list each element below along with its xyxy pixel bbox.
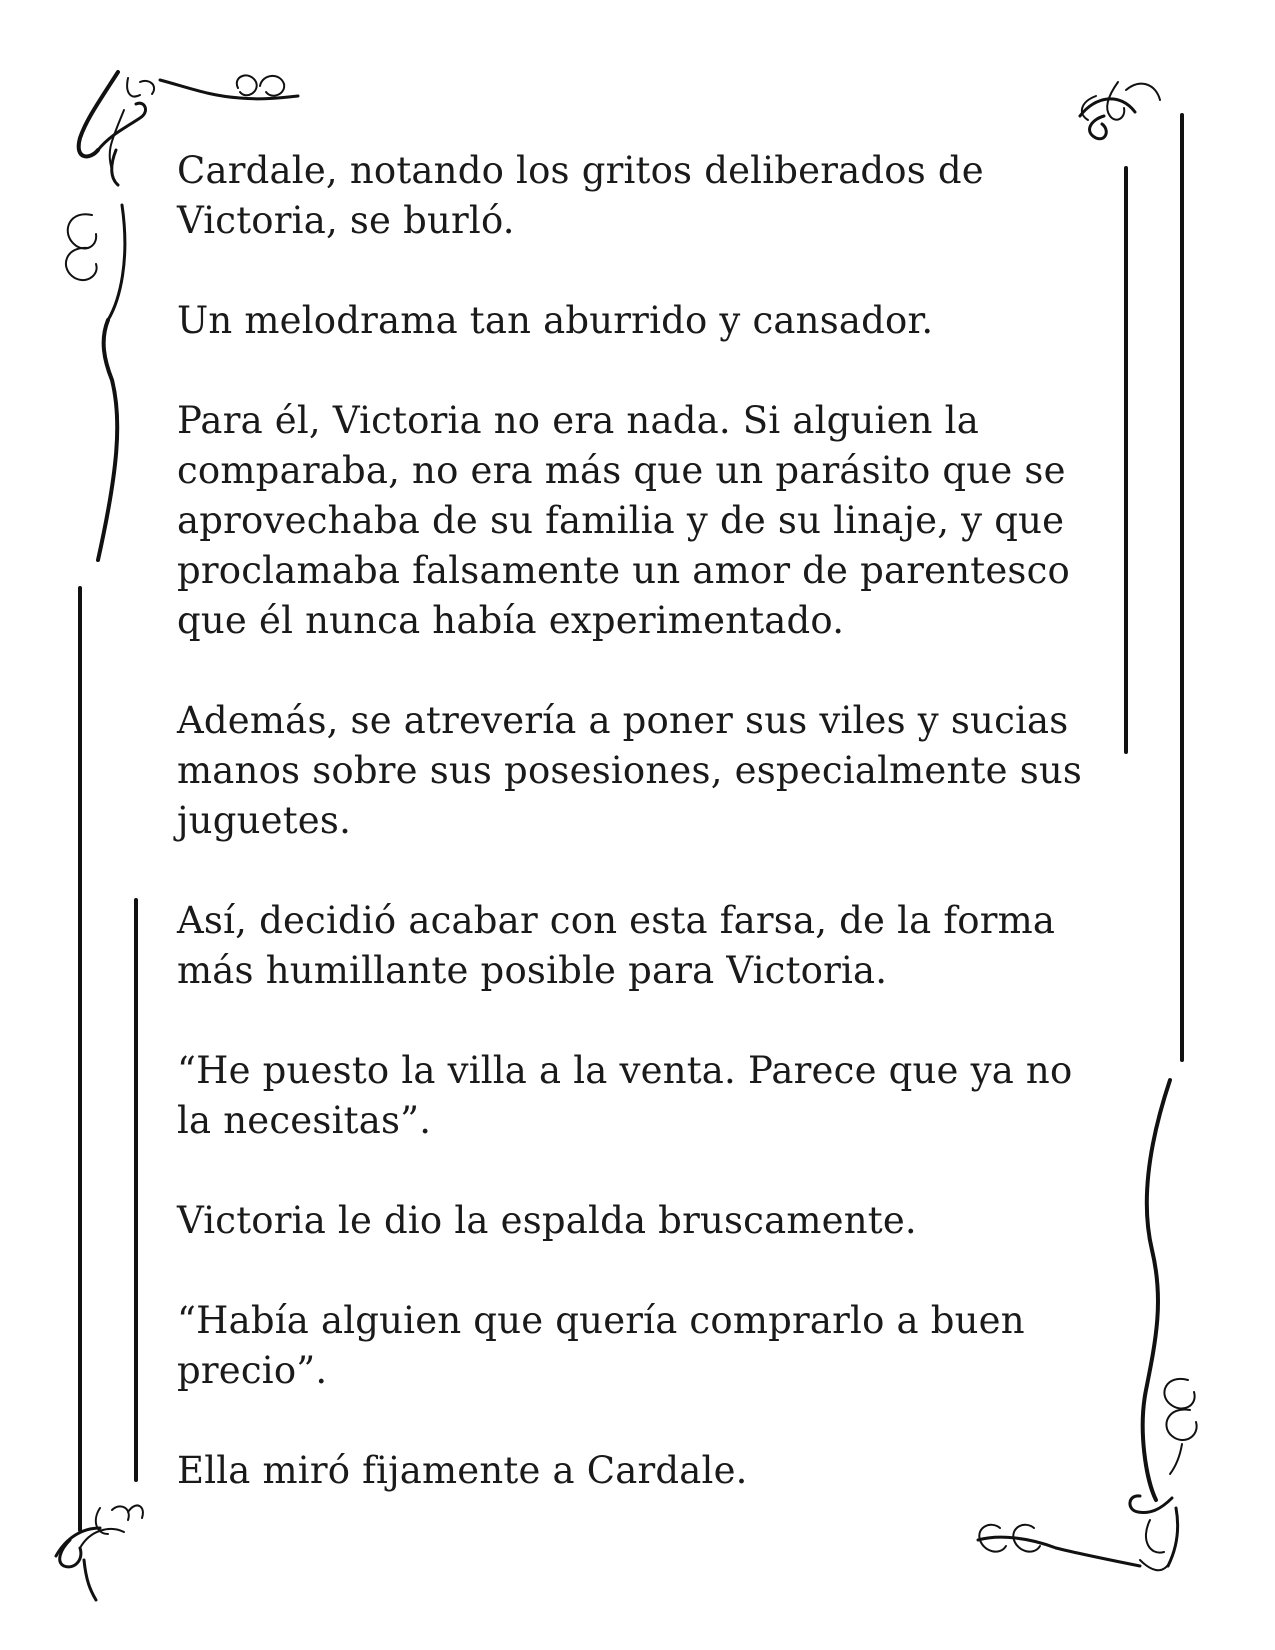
paragraph: “Había alguien que quería comprarlo a buen precio”.: [177, 1299, 1025, 1392]
paragraph: Además, se atrevería a poner sus viles y sucias manos sobre sus posesiones, especialmente sus juguetes.: [177, 699, 1083, 842]
paragraph: Ella miró fijamente a Cardale.: [177, 1449, 748, 1492]
paragraph: Así, decidió acabar con esta farsa, de la forma más humillante posible para Victoria.: [177, 899, 1056, 992]
bottom-left-flourish-icon: [56, 1505, 143, 1600]
paragraph: Un melodrama tan aburrido y cansador.: [177, 299, 934, 342]
story-text: [177, 146, 1097, 1546]
paragraph: Para él, Victoria no era nada. Si alguien la comparaba, no era más que un parásito que se aprovechaba de su familia y de su linaje, y que proclamaba falsamente un amor de parentesco que él nunca había experimentado.: [177, 399, 1071, 642]
paragraph: “He puesto la villa a la venta. Parece que ya no la necesitas”.: [177, 1049, 1073, 1142]
paragraph: Victoria le dio la espalda bruscamente.: [177, 1199, 917, 1242]
paragraph: Cardale, notando los gritos deliberados de Victoria, se burló.: [177, 149, 984, 242]
